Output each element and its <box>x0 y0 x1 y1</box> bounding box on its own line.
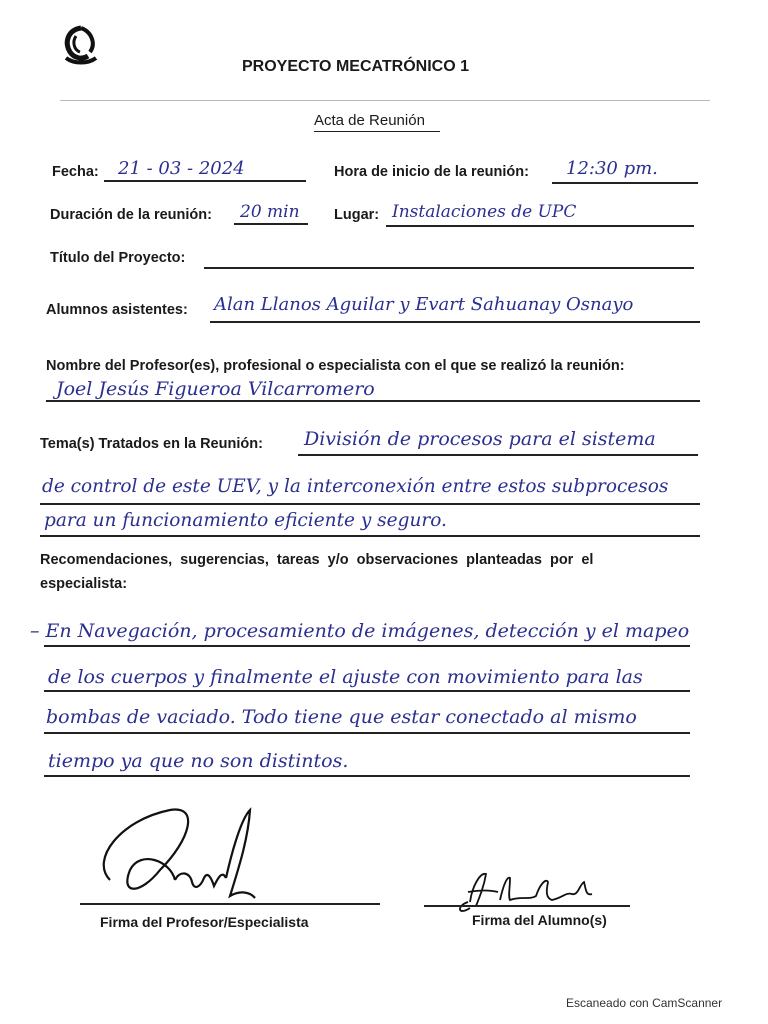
svg-text:Joel: Joel <box>90 905 92 906</box>
fecha-line <box>104 180 306 182</box>
recomendaciones-rule-3 <box>44 732 690 734</box>
alumno-signature-line <box>424 905 630 907</box>
recomendaciones-line-4[interactable]: tiempo ya que no son distintos. <box>48 750 349 772</box>
fecha-value[interactable]: 21 - 03 - 2024 <box>118 158 245 179</box>
alumnos-line <box>210 321 700 323</box>
upc-logo <box>58 22 104 66</box>
temas-line-1[interactable]: División de procesos para el sistema <box>304 428 656 450</box>
hora-value[interactable]: 12:30 pm. <box>566 158 658 179</box>
lugar-value[interactable]: Instalaciones de UPC <box>392 202 577 222</box>
alumno-signature <box>450 862 630 918</box>
titulo-line <box>204 267 694 269</box>
recomendaciones-rule-4 <box>44 775 690 777</box>
titulo-label: Título del Proyecto: <box>50 250 186 266</box>
duracion-value[interactable]: 20 min <box>240 202 300 222</box>
temas-rule-1 <box>298 454 698 456</box>
hora-label: Hora de inicio de la reunión: <box>334 164 529 180</box>
recomendaciones-rule-1 <box>44 645 690 647</box>
title-divider <box>60 100 710 101</box>
temas-line-3[interactable]: para un funcionamiento eficiente y seguro. <box>44 510 447 531</box>
hora-line <box>552 182 698 184</box>
document-subtitle: Acta de Reunión <box>314 112 425 129</box>
alumno-signature-icon <box>450 862 630 918</box>
profesor-value[interactable]: Joel Jesús Figueroa Vilcarromero <box>56 378 375 400</box>
profesor-signature-icon <box>80 800 280 910</box>
profesor-signature-label: Firma del Profesor/Especialista <box>100 914 309 930</box>
profesor-signature-line <box>80 903 380 905</box>
profesor-signature <box>80 800 280 910</box>
duracion-label: Duración de la reunión: <box>50 207 212 223</box>
profesor-label: Nombre del Profesor(es), profesional o especialista con el que se realizó la reunión: <box>46 358 625 374</box>
profesor-line <box>46 400 700 402</box>
upc-swirl-logo-icon <box>58 22 104 66</box>
alumnos-label: Alumnos asistentes: <box>46 302 188 318</box>
alumno-signature-label: Firma del Alumno(s) <box>472 912 607 928</box>
subtitle-underline <box>314 131 440 132</box>
recomendaciones-line-3[interactable]: bombas de vaciado. Todo tiene que estar conectado al mismo <box>46 706 637 728</box>
scanner-watermark: Escaneado con CamScanner <box>566 996 723 1010</box>
duracion-line <box>234 223 308 225</box>
recomendaciones-line-1[interactable]: – En Navegación, procesamiento de imágenes, detección y el mapeo <box>30 620 690 642</box>
temas-rule-3 <box>40 535 700 537</box>
recomendaciones-label-1: Recomendaciones, sugerencias, tareas y/o observaciones planteadas por el <box>40 552 594 568</box>
alumnos-value[interactable]: Alan Llanos Aguilar y Evart Sahuanay Osnayo <box>214 294 634 315</box>
page-title: PROYECTO MECATRÓNICO 1 <box>242 58 469 75</box>
lugar-line <box>386 225 694 227</box>
temas-line-2[interactable]: de control de este UEV, y la interconexión entre estos subprocesos <box>42 476 669 497</box>
fecha-label: Fecha: <box>52 164 99 180</box>
recomendaciones-label-2: especialista: <box>40 576 128 592</box>
temas-rule-2 <box>40 503 700 505</box>
recomendaciones-rule-2 <box>44 690 690 692</box>
temas-label: Tema(s) Tratados en la Reunión: <box>40 436 263 452</box>
lugar-label: Lugar: <box>334 207 380 223</box>
recomendaciones-line-2[interactable]: de los cuerpos y finalmente el ajuste con movimiento para las <box>48 666 643 688</box>
